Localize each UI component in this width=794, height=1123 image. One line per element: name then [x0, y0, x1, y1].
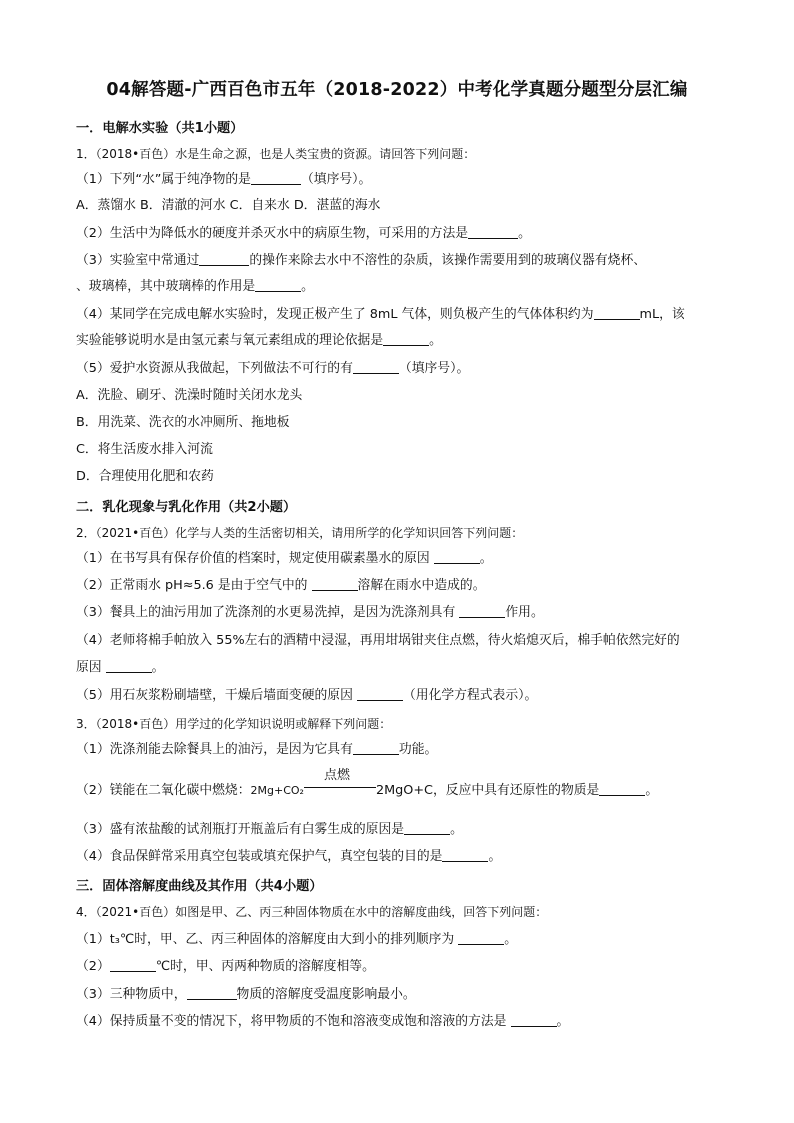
answer-blank: [404, 821, 450, 835]
question-2-part-4: （4）老师将棉手帕放入 55%左右的酒精中浸湿，再用坩埚钳夹住点燃，待火焰熄灭后，棉手帕依然完好的: [76, 633, 680, 648]
question-3-part-1: （1）洗涤剂能去除餐具上的油污，是因为它具有 功能。: [76, 742, 438, 757]
section-heading-2: 二．乳化现象与乳化作用（共2小题）: [76, 500, 297, 515]
answer-blank: [434, 550, 480, 564]
question-1-option-d: D．合理使用化肥和农药: [76, 469, 214, 484]
answer-blank: [383, 332, 429, 346]
section-heading-3: 三．固体溶解度曲线及其作用（共4小题）: [76, 879, 323, 894]
reaction-condition: 点燃: [323, 768, 350, 783]
answer-blank: [353, 360, 399, 374]
answer-blank: [251, 171, 301, 185]
answer-blank: [442, 848, 488, 862]
answer-blank: [106, 659, 152, 673]
question-3-part-2: （2）镁能在二氧化碳中燃烧：2Mg+CO₂ 点燃 2MgO+C，反应中具有还原性的物质是 。: [76, 779, 658, 809]
answer-blank: [110, 958, 156, 972]
question-1-part-2: （2）生活中为降低水的硬度并杀灭水中的病原生物，可采用的方法是 。: [76, 226, 531, 241]
question-4-stem: 4．（2021•百色）如图是甲、乙、丙三种固体物质在水中的溶解度曲线，回答下列问题：: [76, 905, 548, 919]
question-4-part-4: （4）保持质量不变的情况下，将甲物质的不饱和溶液变成饱和溶液的方法是 。: [76, 1014, 570, 1029]
question-3-part-3: （3）盛有浓盐酸的试剂瓶打开瓶盖后有白雾生成的原因是 。: [76, 822, 463, 837]
question-2-part-2: （2）正常雨水 pH≈5.6 是由于空气中的 溶解在雨水中造成的。: [76, 578, 486, 593]
question-1-part-4-cont: 实验能够说明水是由氢元素与氧元素组成的理论依据是 。: [76, 333, 442, 348]
question-1-part-1: （1）下列“水”属于纯净物的是 （填序号）。: [76, 172, 372, 187]
question-1-option-c: C．将生活废水排入河流: [76, 442, 213, 457]
answer-blank: [459, 604, 505, 618]
question-1-part-3: （3）实验室中常通过 的操作来除去水中不溶性的杂质，该操作需要用到的玻璃仪器有烧杯、: [76, 253, 647, 268]
question-1-part-4: （4）某同学在完成电解水实验时，发现正极产生了 8mL 气体，则负极产生的气体体积约为 mL，该: [76, 307, 685, 322]
answer-blank: [353, 741, 399, 755]
question-3-stem: 3．（2018•百色）用学过的化学知识说明或解释下列问题：: [76, 717, 392, 731]
question-4-part-3: （3）三种物质中， 物质的溶解度受温度影响最小。: [76, 987, 416, 1002]
question-2-part-1: （1）在书写具有保存价值的档案时，规定使用碳素墨水的原因 。: [76, 551, 493, 566]
answer-blank: [458, 931, 504, 945]
question-4-part-2: （2） ℃时，甲、丙两种物质的溶解度相等。: [76, 959, 375, 974]
answer-blank: [255, 278, 301, 292]
question-1-options: A．蒸馏水 B．清澈的河水 C．自来水 D．湛蓝的海水: [76, 198, 381, 213]
answer-blank: [511, 1013, 557, 1027]
question-1-option-b: B．用洗菜、洗衣的水冲厕所、拖地板: [76, 415, 290, 430]
question-3-part-4: （4）食品保鲜常采用真空包装或填充保护气，真空包装的目的是 。: [76, 849, 502, 864]
question-1-stem: 1．（2018•百色）水是生命之源，也是人类宝贵的资源。请回答下列问题：: [76, 147, 476, 161]
question-2-part-3: （3）餐具上的油污用加了洗涤剂的水更易洗掉，是因为洗涤剂具有 作用。: [76, 605, 544, 620]
question-1-part-5: （5）爱护水资源从我做起，下列做法不可行的有 （填序号）。: [76, 361, 470, 376]
answer-blank: [312, 577, 358, 591]
answer-blank: [468, 225, 518, 239]
answer-blank: [187, 986, 237, 1000]
question-4-part-1: （1）t₃℃时，甲、乙、丙三种固体的溶解度由大到小的排列顺序为 。: [76, 932, 518, 947]
answer-blank: [599, 782, 645, 796]
question-1-option-a: A．洗脸、刷牙、洗澡时随时关闭水龙头: [76, 388, 303, 403]
question-1-part-3-cont: 、玻璃棒，其中玻璃棒的作用是 。: [76, 279, 314, 294]
answer-blank: [357, 687, 403, 701]
reaction-arrow: [304, 768, 376, 794]
question-2-stem: 2．（2021•百色）化学与人类的生活密切相关，请用所学的化学知识回答下列问题：: [76, 526, 524, 540]
section-heading-1: 一．电解水实验（共1小题）: [76, 121, 244, 136]
question-2-part-4-cont: 原因 。: [76, 660, 165, 675]
document-title: 04解答题-广西百色市五年（2018-2022）中考化学真题分题型分层汇编: [106, 80, 688, 100]
answer-blank: [594, 306, 640, 320]
chemical-equation-reactants: 2Mg+CO₂: [250, 784, 304, 797]
reaction-line: [304, 787, 376, 788]
answer-blank: [199, 252, 249, 266]
question-2-part-5: （5）用石灰浆粉刷墙壁，干燥后墙面变硬的原因 （用化学方程式表示）。: [76, 688, 538, 703]
